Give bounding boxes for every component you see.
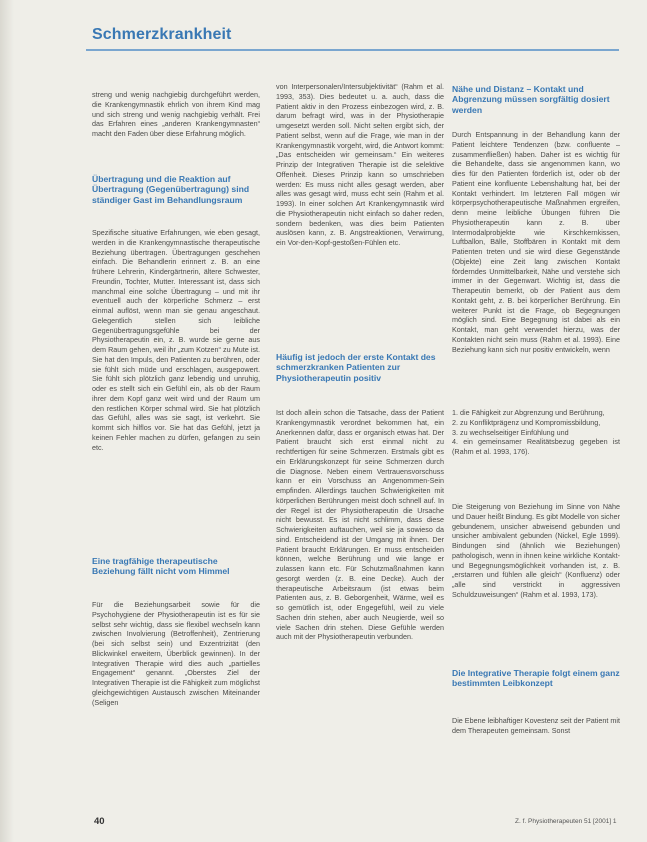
paragraph: Die Ebene leibhaftiger Kovestenz seit der Patient mit dem Therapeuten gemeinsam. Sonst: [452, 716, 620, 735]
paragraph: Durch Entspannung in der Behandlung kann der Patient leichtere Tendenzen (bzw. confluente – zusammenfließen) haben. Daher ist es wichtig für die Behandelte, dass sie angenommen kann, wo dies für den Patienten förderlich ist, oder ob der Patient eine konfluente Lebenshaltung hat, bei der Kontakt verhindert. Im letzteren Fall mögen wir körperpsychotherapeutische Maßnahmen ergreifen, denn meine leibliche Übungen führen Die Physiotherapeutin kann z. B. über Intermodalprobjekte wie Kirschkernkissen, Luftballon, Bälle, Stoffbären in Kontakt mit dem Patienten treten und sie wird diese Gegenstände (Objekte) eine Zeit lang zwischen Kontakt förderndes Unmittelbarkeit, Nähe und verstehe sich immer in der Gegenwart. Wichtig ist, dass die Therapeutin bemerkt, ob der Patient aus dem Kontakt geht, z. B. bei körperlicher Berührung. Ein weiterer Punkt ist die Frage, ob Begegnungen möglich sind. Eine Begegnung ist dabei als ein Kontakt, man geht verwendet hierzu, was der Kontakten nicht sein muss (Rahm et al. 1993). Eine Beziehung kann sich nur positiv entwickeln, wenn: [452, 130, 620, 354]
list-item: 1. die Fähigkeit zur Abgrenzung und Berührung,: [452, 408, 605, 417]
col1-block-5: [92, 600, 260, 707]
paragraph: Die Steigerung von Beziehung im Sinne von Nähe und Dauer heißt Bindung. Es gibt Modelle von sicher gebundenem, unsicher abweisend gebunden und unsicher ambivalent gebunden (Nickel, Egle 1999). Bindungen sind (ähnlich wie Beziehungen) pathologisch, wenn in ihnen keine wirkliche Kontakt- und Begegnungsmöglichkeit vorhanden ist, z. B. „erstarren und fühlen alle gleich“ (Konfluenz) oder „alle sind verstrickt in aggressiven Schuldzuweisungen“ (Rahm et al. 1993, 173).: [452, 502, 620, 599]
journal-source: Z. f. Physiotherapeuten 51 [2001] 1: [515, 818, 617, 825]
col2-block-1: [276, 82, 444, 248]
paragraph: von Interpersonalen/Intersubjektivität“ (Rahm et al. 1993, 353). Dies bedeutet u. a. auch, dass die Patient aktiv in den Prozess einbezogen wird, z. B. darum befragt wird, was in der Physiotherapie umgesetzt werden soll. Nicht selten ergibt sich, der Patient selbst, wenn auf die Frage, wie man in der Krankengymnastik vorgeht, wird, die Antwort kommt: „Das entscheiden wir gemeinsam.“ Ein weiteres Prinzip der Integrativen Therapie ist die selektive Offenheit. Dieses Prinzip kann so umschrieben werden: Es muss nicht alles gesagt werden, aber alles was gesagt wird, muss echt sein (Rahm et al. 1993). In einer solchen Art Krankengymnastik wird die Physiotherapeutin nicht einfach so daher reden, sondern bedenken, was dies beim Patienten auslösen kann, z. B. Angstreaktionen, Verwirrung, ein Vor-den-Kopf-gestoßen-Fühlen etc.: [276, 82, 444, 247]
subheading: Eine tragfähige therapeutische Beziehung fällt nicht vom Himmel: [92, 556, 230, 577]
list-item: 4. ein gemeinsamer Realitätsbezug gegeben ist (Rahm et al. 1993, 176).: [452, 437, 620, 456]
section-title: Schmerzkrankheit: [92, 26, 232, 43]
subheading: Nähe und Distanz – Kontakt und Abgrenzung müssen sorgfältig dosiert werden: [452, 84, 610, 115]
list-item: 2. zu Konfliktprägenz und Kompromissbildung,: [452, 417, 601, 427]
col3-block-3: [452, 502, 620, 600]
paragraph: Ist doch allein schon die Tatsache, dass der Patient Krankengymnastik verordnet bekommen hat, ein Anerkennen dafür, dass er organisch etwas hat. Der Patient braucht sich erst einmal nicht zu rechtfertigen für seine Schmerzen. Erstmals gibt es ein Erklärungskonzept für seine Schmerzen durch die Diagnose. Neben einem Vertrauensvorschuss kann er ein Vorschuss an Angenommen-Sein empfinden. Allerdings tauchen Schwierigkeiten mit körperlichen Berührungen meist doch schnell auf. In der Regel ist der Physiotherapeutin die Ursache nicht bewusst. Es ist nicht schlimm, dass diese Schwierigkeiten auftauchen, weil sie ja sowieso da sind. Entscheidend ist der Umgang mit ihnen. Der Patient braucht Erklärungen. Er muss entscheiden können, welche Berührung und wie lange er zulassen kann etc. Für Schutzmaßnahmen kann gesorgt werden (z. B. eine Decke). Auch der therapeutische Arbeitsraum (ist etwas beim Patienten aus, z. B. Geborgenheit, Wärme, weil es so gemütlich ist, oder Engegefühl, weil zu viele Sachen drin stehen, aber auch Neugierde, weil so viele Sachen drin stehen. Diese Gefühle werden auch mit der Physiotherapeutin verbunden.: [276, 408, 444, 642]
subheading: Häufig ist jedoch der erste Kontakt des schmerzkranken Patienten zur Physiotherapeutin positiv: [276, 352, 436, 383]
col2-block-2: [276, 352, 444, 383]
col3-list: [452, 408, 620, 457]
header-rule: [86, 49, 619, 51]
col1-block-3: [92, 228, 260, 452]
col3-block-5: [452, 716, 620, 736]
paragraph: streng und wenig nachgiebig durchgeführt werden, die Krankengymnastik ehrlich von ihrem Kind mag und sich streng und wenig nachgiebig verhält. Frei das Erfahren eines „anderen Krankengymnasten“ macht den Faden über diese Erfahrung möglich.: [92, 90, 260, 138]
list-item: 3. zu wechselseitiger Einfühlung und: [452, 427, 569, 437]
col1-block-4: [92, 556, 260, 577]
col3-block-1: [452, 84, 620, 115]
page-number: 40: [94, 816, 105, 827]
col1-block-1: [92, 90, 260, 139]
col3-block-4: [452, 668, 620, 689]
scan-edge: [0, 0, 14, 842]
paragraph: Spezifische situative Erfahrungen, wie eben gesagt, werden in die Krankengymnastische therapeutische Beziehung übertragen. Übertragungen geschehen einfach. Die Behandlerin erinnert z. B. an eine frühere Lehrerin, Kindergärtnerin, ältere Schwester, Freundin, Tochter, Mutter. Interessant ist, dass sich manchmal eine solche Übertragung – und mit ihr eventuell auch der körperliche Schmerz – erst einmal auflöst, wenn man sie genau angeschaut. Gelegentlich stellen sich leibliche Gegenübertragungsgefühle bei der Physiotherapeutin ein, z. B. wurde sie gerne aus dem Raum gehen, weil ihr „zum Kotzen“ zu Mute ist. Sie hat den Impuls, den Patienten zu berühren, oder sie fühlt sich müde und erschlagen, ausgepowert. Sie fühlt sich plötzlich ganz lebendig und unruhig, oder es stellt sich ein Gefühl ein, als ob der Raum ihrer dem Kopf ganz weit wird und der Raum um den restlichen Körper schmal wird. Sie hat plötzlich das Gefühl, alles was sie sagt, ist verkehrt. Sie kommt sich hilflos vor. Sie hat das Gefühl, jetzt ja keinen Fehler machen zu dürfen, gefangen zu sein etc.: [92, 228, 260, 452]
col1-block-2: [92, 174, 260, 205]
paragraph: Für die Beziehungsarbeit sowie für die Psychohygiene der Physiotherapeutin ist es für sie selbst sehr wichtig, dass sie flexibel wechseln kann zwischen Involvierung (Betroffenheit), Zentrierung (bei sich selbst sein) und Exzentrizität (den Blickwinkel erweitern, Überblick gewinnen). In der Integrativen Therapie wird dies auch „partielles Engagement“ genannt. „Oberstes Ziel der Integrativen Therapie ist die Fähigkeit zum möglichst gleichgewichtigen Austausch zwischen Miteinander (Seligen: [92, 600, 260, 707]
subheading: Übertragung und die Reaktion auf Übertragung (Gegenübertragung) sind ständiger Gast im Behandlungsraum: [92, 174, 250, 205]
col3-block-2: [452, 130, 620, 354]
col2-block-3: [276, 408, 444, 642]
subheading: Die Integrative Therapie folgt einem ganz bestimmten Leibkonzept: [452, 668, 620, 689]
